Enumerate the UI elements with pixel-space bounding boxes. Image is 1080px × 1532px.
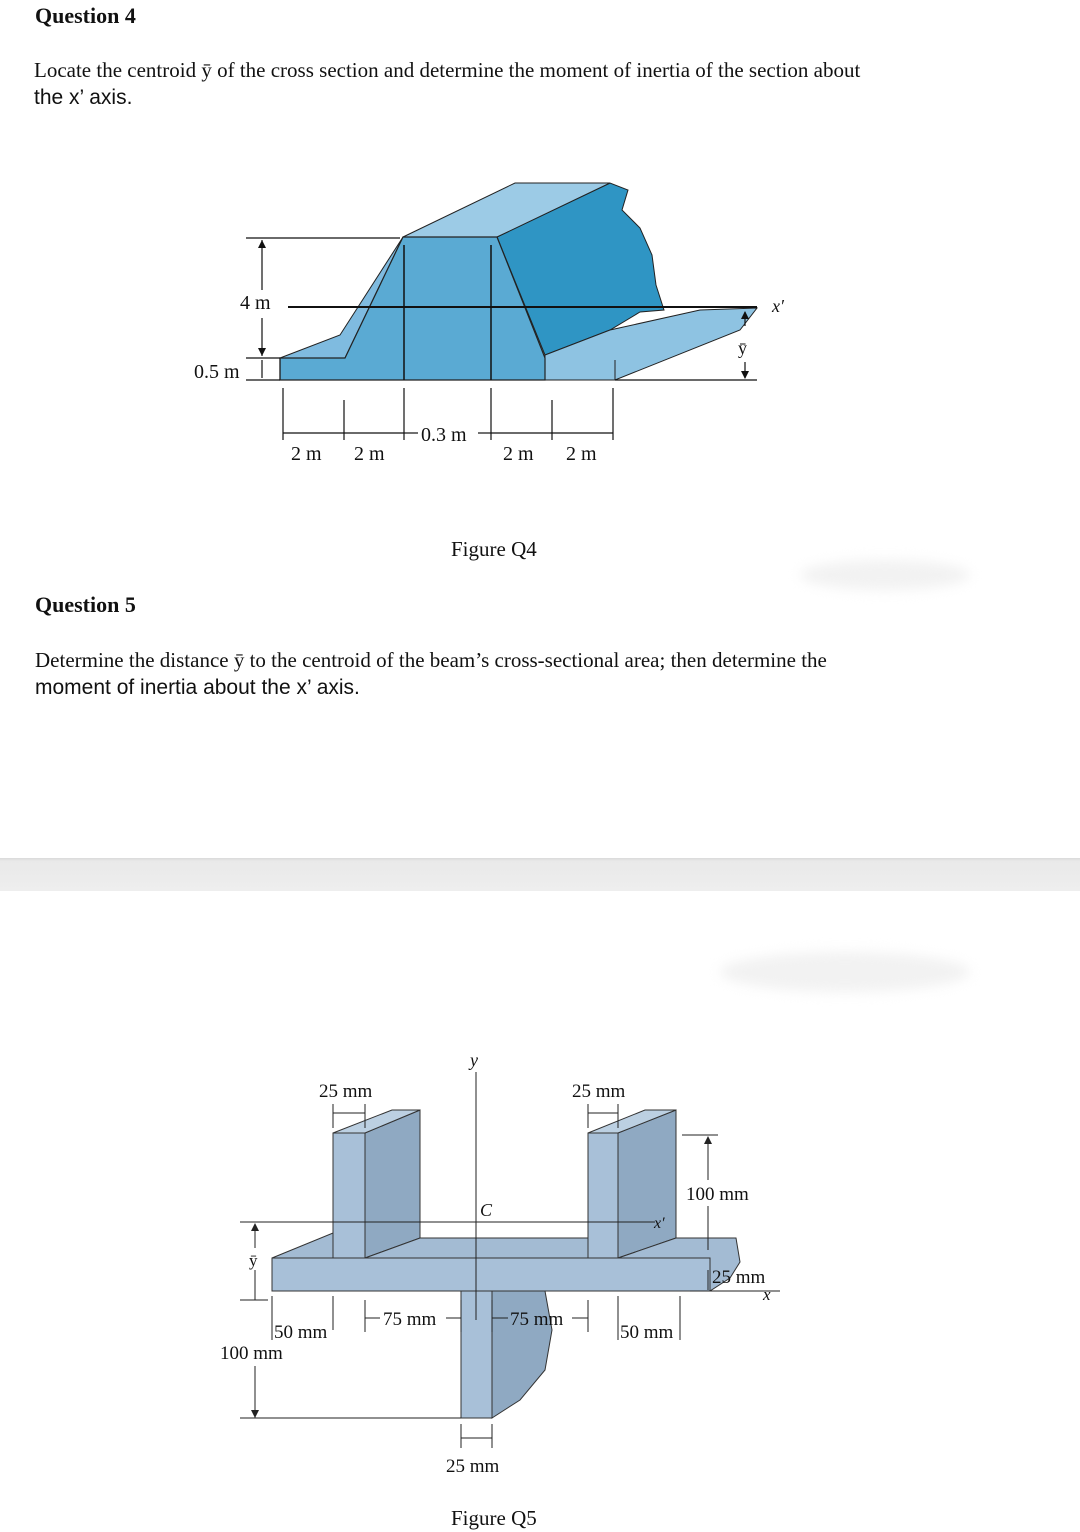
q5-text-line-1: Determine the distance ȳ to the centroid of the beam’s cross-sectional area; then determine the: [35, 648, 827, 672]
q4-text-line-1: Locate the centroid ȳ of the cross section and determine the moment of inertia of the section about: [34, 58, 861, 82]
q5-ybar: ȳ: [249, 1251, 258, 1270]
q4-dim-05m: 0.5 m: [194, 361, 240, 383]
q4-dim-2m-2: 2 m: [354, 443, 385, 465]
q5-dim-100-right: 100 mm: [686, 1184, 749, 1205]
q4-xprime-label: x′: [772, 296, 784, 316]
q4-text-line-2: the x’ axis.: [34, 86, 133, 109]
q5-dim-50-left: 50 mm: [274, 1322, 328, 1343]
q4-dim-2m-4: 2 m: [566, 443, 597, 465]
q5-centroid-label: C: [480, 1200, 493, 1220]
figure-q4-caption: Figure Q4: [451, 537, 537, 561]
q5-xprime-label: x′: [654, 1215, 665, 1232]
q5-dim-25-left: 25 mm: [319, 1081, 373, 1102]
q5-left-plate-side: [365, 1110, 420, 1258]
q4-dim-2m-1: 2 m: [291, 443, 322, 465]
q4-ybar: ȳ: [738, 338, 747, 358]
q5-text: [35, 647, 975, 701]
q5-dim-25-right: 25 mm: [572, 1081, 626, 1102]
q5-dim-100-left: 100 mm: [220, 1343, 283, 1364]
background-smudge-2: [720, 952, 970, 992]
q5-dim-75-left: 75 mm: [383, 1309, 437, 1330]
q5-right-plate-front: [588, 1133, 618, 1258]
page-separator: [0, 858, 1080, 891]
q5-left-plate-front: [333, 1133, 365, 1258]
q4-dim-2m-3: 2 m: [503, 443, 534, 465]
q5-text-line-2: moment of inertia about the x’ axis.: [35, 676, 360, 699]
q4-title: Question 4: [35, 3, 136, 28]
q5-title: Question 5: [35, 592, 136, 617]
q5-y-label: y: [470, 1050, 478, 1070]
figure-q5-caption: Figure Q5: [451, 1506, 537, 1530]
q5-right-plate-side: [618, 1110, 676, 1258]
q4-dim-4m: 4 m: [240, 292, 271, 314]
q4-dim-03m: 0.3 m: [421, 424, 467, 446]
q5-dim-25-bottom: 25 mm: [446, 1456, 500, 1477]
q5-dim-50-right: 50 mm: [620, 1322, 674, 1343]
q5-dim-25-flange: 25 mm: [712, 1267, 766, 1288]
q5-flange-front: [272, 1258, 710, 1291]
q5-x-label: x: [763, 1285, 771, 1304]
q5-dim-75-right: 75 mm: [510, 1309, 564, 1330]
